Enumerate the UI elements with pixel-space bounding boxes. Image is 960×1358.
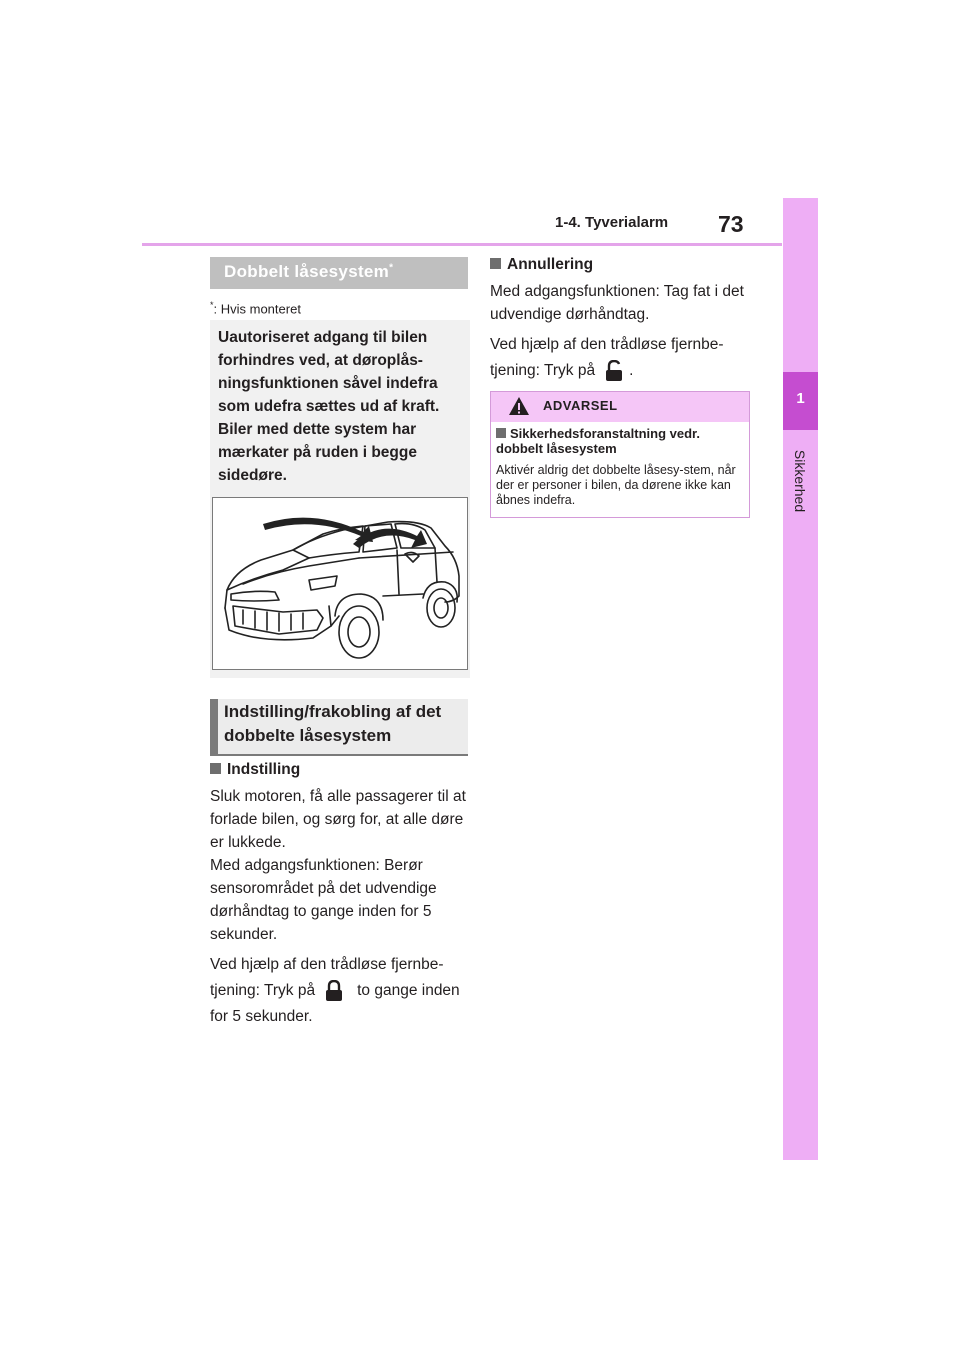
- header-rule: [142, 243, 782, 246]
- chapter-number: 1: [796, 390, 805, 407]
- setting-paragraph-2: Med adgangsfunktionen: Berør sensorområdet på det udvendige dørhåndtag to gange inden for 5 sekunder.: [210, 857, 437, 943]
- setting-paragraph-3: Ved hjælp af den trådløse fjernbe-tjening: Tryk på to gange inden for 5 sekunder.: [210, 956, 460, 1025]
- unlock-icon: [605, 360, 623, 382]
- square-bullet-icon: [210, 763, 221, 774]
- subheading: Indstilling/frakobling af det dobbelte låsesystem: [224, 702, 442, 745]
- section-heading: Dobbelt låsesystem*: [224, 262, 394, 281]
- cancel-paragraph-2: Ved hjælp af den trådløse fjernbe-tjening: Tryk på .: [490, 332, 752, 384]
- chapter-side-tab: [783, 198, 818, 1160]
- subheading-accent: [210, 699, 218, 754]
- setting-heading: Indstilling: [210, 761, 300, 779]
- car-drawing: [213, 498, 467, 669]
- warning-triangle-icon: [508, 396, 530, 416]
- cancel-paragraph-1: Med adgangsfunktionen: Tag fat i det udvendige dørhåndtag.: [490, 283, 744, 323]
- section-title-bar: [210, 257, 468, 289]
- intro-paragraph-2: Biler med dette system har mærkater på ruden i begge sidedøre.: [218, 421, 417, 484]
- square-bullet-icon: [496, 428, 506, 438]
- car-illustration: [212, 497, 468, 670]
- setting-paragraph-1: Sluk motoren, få alle passagerer til at forlade bilen, og sørg for, at alle døre er lukkede.: [210, 788, 466, 851]
- page-number: 73: [718, 211, 744, 237]
- cancel-heading: Annullering: [490, 256, 593, 274]
- square-bullet-icon: [490, 258, 501, 269]
- warning-subheading: Sikkerhedsforanstaltning vedr. dobbelt låsesystem: [496, 426, 701, 456]
- section-title: 1-4. Tyverialarm: [555, 214, 669, 231]
- chapter-label: Sikkerhed: [792, 449, 808, 513]
- footnote: *: Hvis monteret: [210, 300, 301, 317]
- warning-title: ADVARSEL: [543, 398, 618, 413]
- intro-paragraph: Uautoriseret adgang til bilen forhindres ved, at døroplås-ningsfunktionen såvel indefra som udefra sættes ud af kraft.: [218, 329, 440, 415]
- lock-icon: [325, 980, 343, 1002]
- warning-text: Aktivér aldrig det dobbelte låsesy-stem, når der er personer i bilen, da dørene ikke kan åbnes indefra.: [496, 463, 736, 507]
- footnote-marker: *: [389, 262, 394, 274]
